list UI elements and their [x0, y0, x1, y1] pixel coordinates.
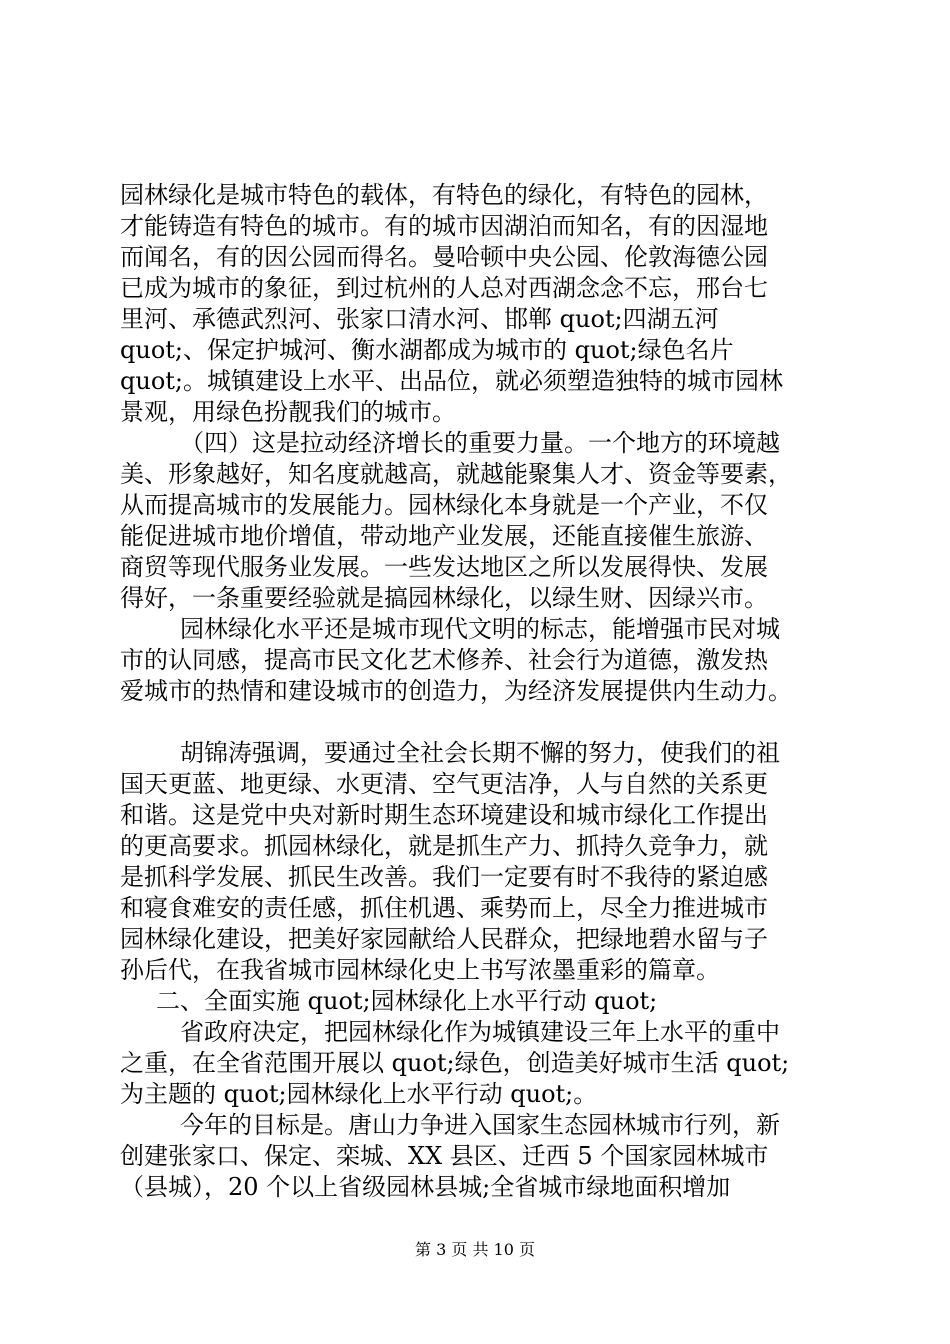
text-line: quot;、保定护城河、衡水湖都成为城市的 quot;绿色名片 [120, 336, 734, 364]
text-line: 市的认同感，提高市民文化艺术修养、社会行为道德，激发热 [120, 646, 768, 674]
text-line: 才能铸造有特色的城市。有的城市因湖泊而知名，有的因湿地 [120, 212, 768, 240]
text-line: 国天更蓝、地更绿、水更清、空气更洁净，人与自然的关系更 [120, 770, 768, 798]
text-line: quot;。城镇建设上水平、出品位，就必须塑造独特的城市园林 [120, 367, 783, 395]
text-line: 里河、承德武烈河、张家口清水河、邯郸 quot;四湖五河 [120, 305, 719, 333]
text-line: 园林绿化建设，把美好家园献给人民群众，把绿地碧水留与子 [120, 925, 768, 953]
text-line: 景观，用绿色扮靓我们的城市。 [120, 398, 456, 426]
text-line: 为主题的 quot;园林绿化上水平行动 quot;。 [120, 1080, 598, 1108]
text-line: 园林绿化水平还是城市现代文明的标志，能增强市民对城 [180, 615, 780, 643]
text-line: 和寝食难安的责任感，抓住机遇、乘势而上，尽全力推进城市 [120, 894, 768, 922]
text-line: 今年的目标是。唐山力争进入国家生态园林城市行列，新 [180, 1111, 780, 1139]
text-line: 创建张家口、保定、栾城、XX 县区、迁西 5 个国家园林城市 [120, 1142, 769, 1170]
text-line: （县城），20 个以上省级园林县城;全省城市绿地面积增加 [120, 1173, 731, 1201]
text-line: 和谐。这是党中央对新时期生态环境建设和城市绿化工作提出 [120, 801, 768, 829]
text-line: 省政府决定，把园林绿化作为城镇建设三年上水平的重中 [180, 1018, 780, 1046]
text-line: 孙后代，在我省城市园林绿化史上书写浓墨重彩的篇章。 [120, 956, 720, 984]
text-line: 是抓科学发展、抓民生改善。我们一定要有时不我待的紧迫感 [120, 863, 768, 891]
text-line: 已成为城市的象征，到过杭州的人总对西湖念念不忘，邢台七 [120, 274, 768, 302]
text-line: 从而提高城市的发展能力。园林绿化本身就是一个产业，不仅 [120, 491, 768, 519]
page-number-footer: 第 3 页 共 10 页 [415, 1240, 535, 1259]
text-line: 园林绿化是城市特色的载体，有特色的绿化，有特色的园林， [120, 181, 768, 209]
document-body [120, 180, 840, 1203]
paragraph-gap [120, 707, 840, 738]
text-line: 胡锦涛强调，要通过全社会长期不懈的努力，使我们的祖 [180, 739, 780, 767]
section-heading: 二、全面实施 quot;园林绿化上水平行动 quot; [156, 987, 658, 1015]
text-line: 得好，一条重要经验就是搞园林绿化，以绿生财、因绿兴市。 [120, 584, 768, 612]
text-line: 的更高要求。抓园林绿化，就是抓生产力、抓持久竞争力，就 [120, 832, 768, 860]
text-line: 美、形象越好，知名度就越高，就越能聚集人才、资金等要素， [120, 460, 792, 488]
text-line: 商贸等现代服务业发展。一些发达地区之所以发展得快、发展 [120, 553, 768, 581]
text-line: 之重，在全省范围开展以 quot;绿色，创造美好城市生活 quot; [120, 1049, 790, 1077]
text-line: 爱城市的热情和建设城市的创造力，为经济发展提供内生动力。 [120, 677, 792, 705]
text-line: 能促进城市地价增值，带动地产业发展，还能直接催生旅游、 [120, 522, 768, 550]
text-line: （四）这是拉动经济增长的重要力量。一个地方的环境越 [180, 429, 780, 457]
text-line: 而闻名，有的因公园而得名。曼哈顿中央公园、伦敦海德公园 [120, 243, 768, 271]
